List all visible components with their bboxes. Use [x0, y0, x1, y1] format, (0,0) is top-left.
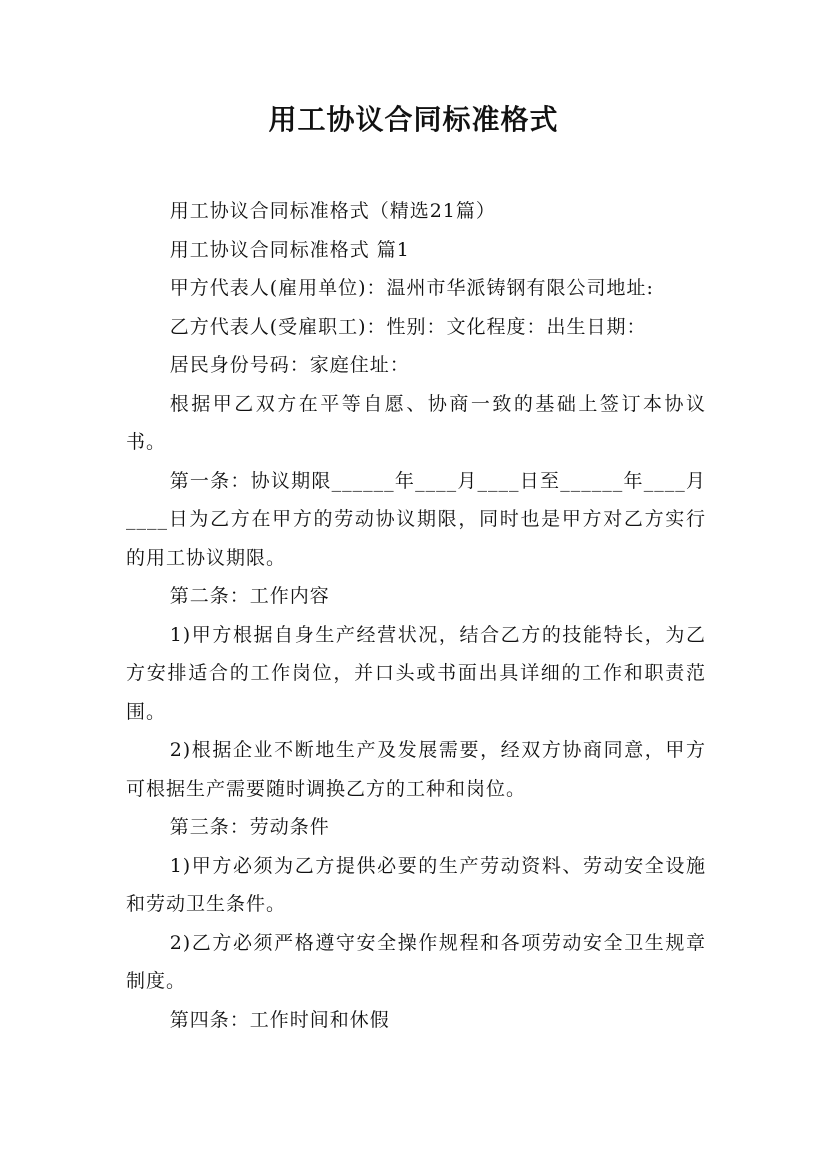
paragraph-party-b: 乙方代表人(受雇职工)：性别：文化程度：出生日期：	[169, 315, 647, 338]
paragraph-article-3-item-2: 2)乙方必须严格遵守安全操作规程和各项劳动安全卫生规章制度。	[126, 931, 706, 992]
paragraph-article-1: 第一条：协议期限______年____月____日至______年____月____日为乙方在甲方的劳动协议期限，同时也是甲方对乙方实行的用工协议期限。	[126, 469, 706, 569]
paragraph-article-3-heading: 第三条：劳动条件	[169, 816, 330, 838]
paragraph-article-2-item-2: 2)根据企业不断地生产及发展需要，经双方协商同意，甲方可根据生产需要随时调换乙方的工种和岗位。	[126, 739, 706, 800]
paragraph-id-address: 居民身份号码：家庭住址：	[169, 354, 410, 376]
document-body	[126, 192, 706, 1039]
paragraph-article-2-item-1: 1)甲方根据自身生产经营状况，结合乙方的技能特长，为乙方安排适合的工作岗位，并口头或书面出具详细的工作和职责范围。	[126, 623, 706, 723]
paragraph-preamble: 根据甲乙双方在平等自愿、协商一致的基础上签订本协议书。	[126, 392, 706, 453]
paragraph-article-2-heading: 第二条：工作内容	[169, 585, 330, 607]
paragraph-party-a: 甲方代表人(雇用单位)：温州市华派铸钢有限公司地址:	[169, 277, 654, 299]
paragraph-article-4-heading: 第四条：工作时间和休假	[169, 1008, 390, 1031]
paragraph-subtitle: 用工协议合同标准格式（精选21篇）	[169, 200, 496, 222]
paragraph-section-heading: 用工协议合同标准格式 篇1	[169, 238, 410, 261]
paragraph-article-3-item-1: 1)甲方必须为乙方提供必要的生产劳动资料、劳动安全设施和劳动卫生条件。	[126, 854, 706, 915]
document-title: 用工协议合同标准格式	[268, 103, 559, 136]
